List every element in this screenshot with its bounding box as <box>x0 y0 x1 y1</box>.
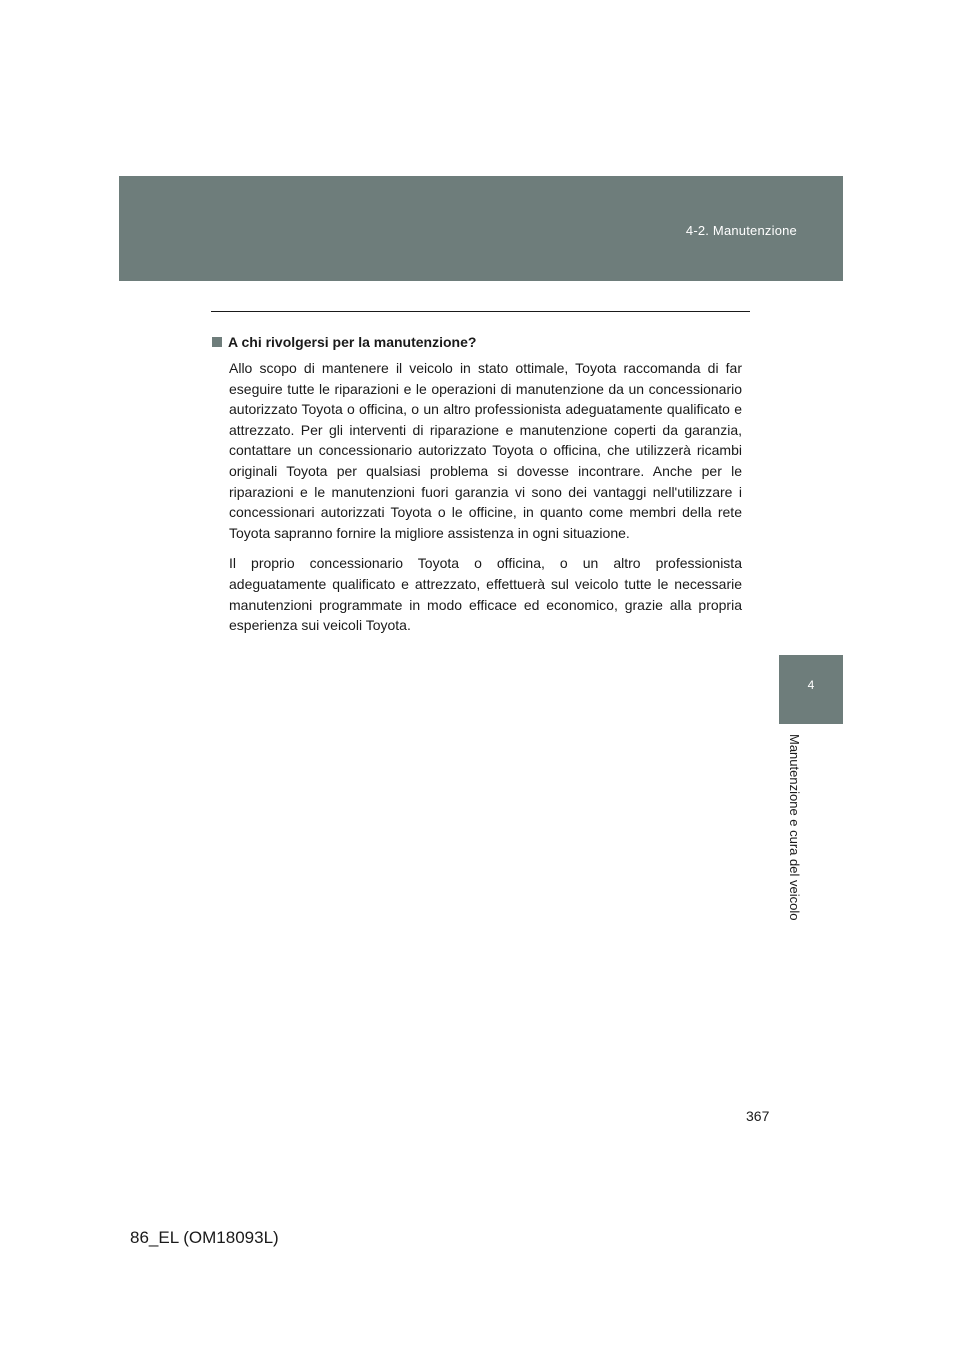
document-code: 86_EL (OM18093L) <box>130 1228 279 1247</box>
square-bullet-icon <box>212 337 222 347</box>
section-heading <box>212 334 742 350</box>
section-divider <box>211 311 750 312</box>
header-band <box>119 176 843 281</box>
chapter-tab <box>779 655 843 724</box>
heading-text: A chi rivolgersi per la manutenzione? <box>228 334 477 350</box>
chapter-number: 4 <box>807 678 815 692</box>
paragraph: Allo scopo di mantenere il veicolo in stato ottimale, Toyota raccomanda di far eseguire tutte le riparazioni e le operazioni di manutenzione da un concessionario autorizzato Toyota o officina, o un altro professionista adeguatamente qualificato e attrezzato. Per gli interventi di riparazione e manutenzione coperti da garanzia, contattare un concessionario autorizzato Toyota o officina, che utilizzerà ricambi originali Toyota per qualsiasi problema si dovesse incontrare. Anche per le riparazioni e le manutenzioni fuori garanzia vi sono dei vantaggi nell'utilizzare i concessionari autorizzati Toyota o le officine, in quanto come membri della rete Toyota sapranno fornire la migliore assistenza in ogni situazione. <box>229 360 742 541</box>
section-title: 4-2. Manutenzione <box>685 223 797 238</box>
section-content <box>212 334 742 646</box>
chapter-title: Manutenzione e cura del veicolo <box>787 734 802 921</box>
paragraph: Il proprio concessionario Toyota o officina, o un altro professionista adeguatamente qualificato e attrezzato, effettuerà sul veicolo tutte le necessarie manutenzioni programmate in modo efficace ed economico, grazie alla propria esperienza sui veicoli Toyota. <box>229 555 742 634</box>
page-number: 367 <box>746 1108 770 1124</box>
chapter-title-vertical <box>787 734 807 954</box>
